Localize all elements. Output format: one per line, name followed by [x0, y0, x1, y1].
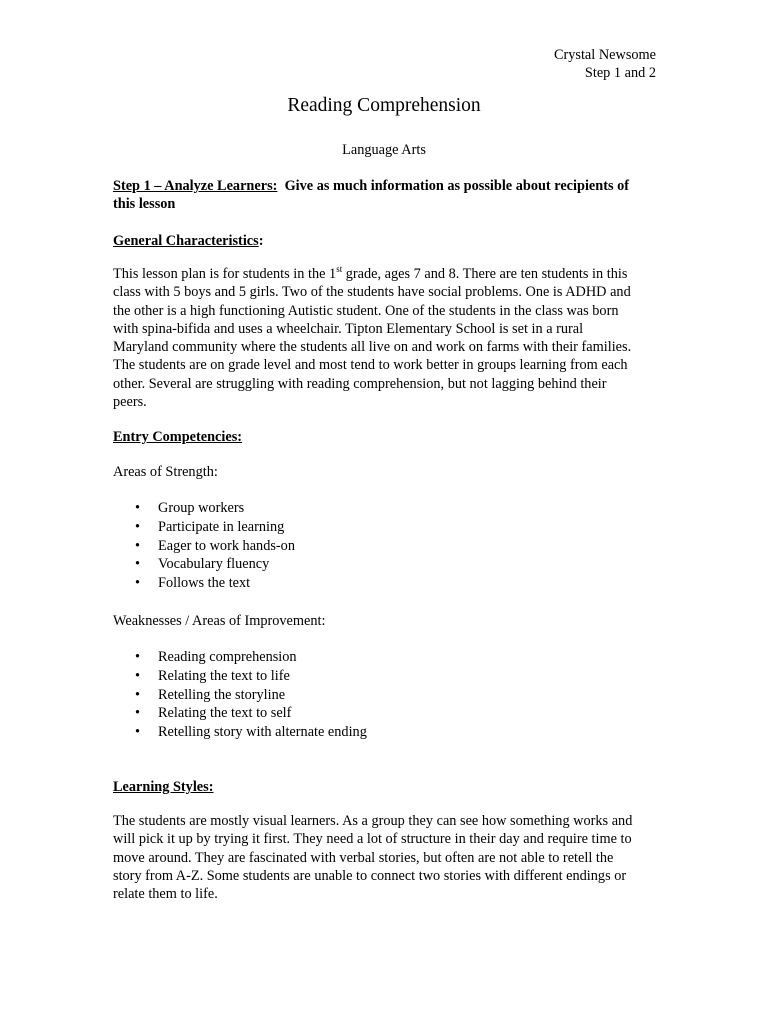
general-heading-line	[113, 232, 643, 250]
general-text-start: This lesson plan is for students in the 1	[113, 266, 337, 282]
list-item: • Retelling story with alternate ending	[113, 723, 643, 742]
entry-heading: Entry Competencies:	[113, 429, 243, 445]
strengths-list	[113, 499, 643, 593]
general-heading-colon: :	[258, 233, 264, 249]
list-item: • Vocabulary fluency	[113, 555, 643, 574]
list-item: • Follows the text	[113, 574, 643, 593]
step1-section	[113, 177, 643, 214]
subject-label: Language Arts	[342, 142, 426, 158]
general-paragraph	[113, 265, 641, 411]
learning-paragraph: The students are mostly visual learners. As a group they can see how something works and will pick it up by trying it first. They need a lot of structure in their day and require time to move around. They are fascinated with verbal stories, but often are not able to retell the story from A-Z. Some students are unable to connect two stories with different endings or relate them to life.	[113, 813, 633, 903]
header-block	[554, 46, 656, 83]
step-label: Step 1 and 2	[584, 65, 656, 82]
learning-heading: Learning Styles:	[113, 779, 214, 795]
weaknesses-list	[113, 648, 643, 742]
list-item: • Relating the text to life	[113, 667, 643, 686]
strengths-label: Areas of Strength:	[113, 464, 218, 480]
list-item: • Relating the text to self	[113, 704, 643, 723]
author-name: Crystal Newsome	[553, 47, 656, 63]
list-item: • Eager to work hands-on	[113, 537, 643, 556]
list-item: • Participate in learning	[113, 518, 643, 537]
list-item: • Reading comprehension	[113, 648, 643, 667]
weaknesses-label: Weaknesses / Areas of Improvement:	[113, 613, 326, 629]
list-item: • Group workers	[113, 499, 643, 518]
ordinal-suffix: st	[336, 264, 343, 274]
general-heading: General Characteristics	[113, 233, 259, 249]
general-text-rest: grade, ages 7 and 8. There are ten students in this class with 5 boys and 5 girls. Two of the students have social problems. One is ADHD and the other is a high functioning Autistic student. One of the students in the class was born with spina-bifida and uses a wheelchair. Tipton Elementary School is set in a rural Maryland community where the students all live on and work on farms with their families. The students are on grade level and most tend to work better in groups learning from each other. Several are struggling with reading comprehension, but not lagging behind their peers.	[113, 266, 632, 411]
step1-heading: Step 1 – Analyze Learners:	[113, 178, 278, 194]
list-item: • Retelling the storyline	[113, 686, 643, 705]
step1-instruction: Give as much information as possible about recipients of this lesson	[113, 178, 630, 213]
document-title: Reading Comprehension	[287, 95, 481, 116]
